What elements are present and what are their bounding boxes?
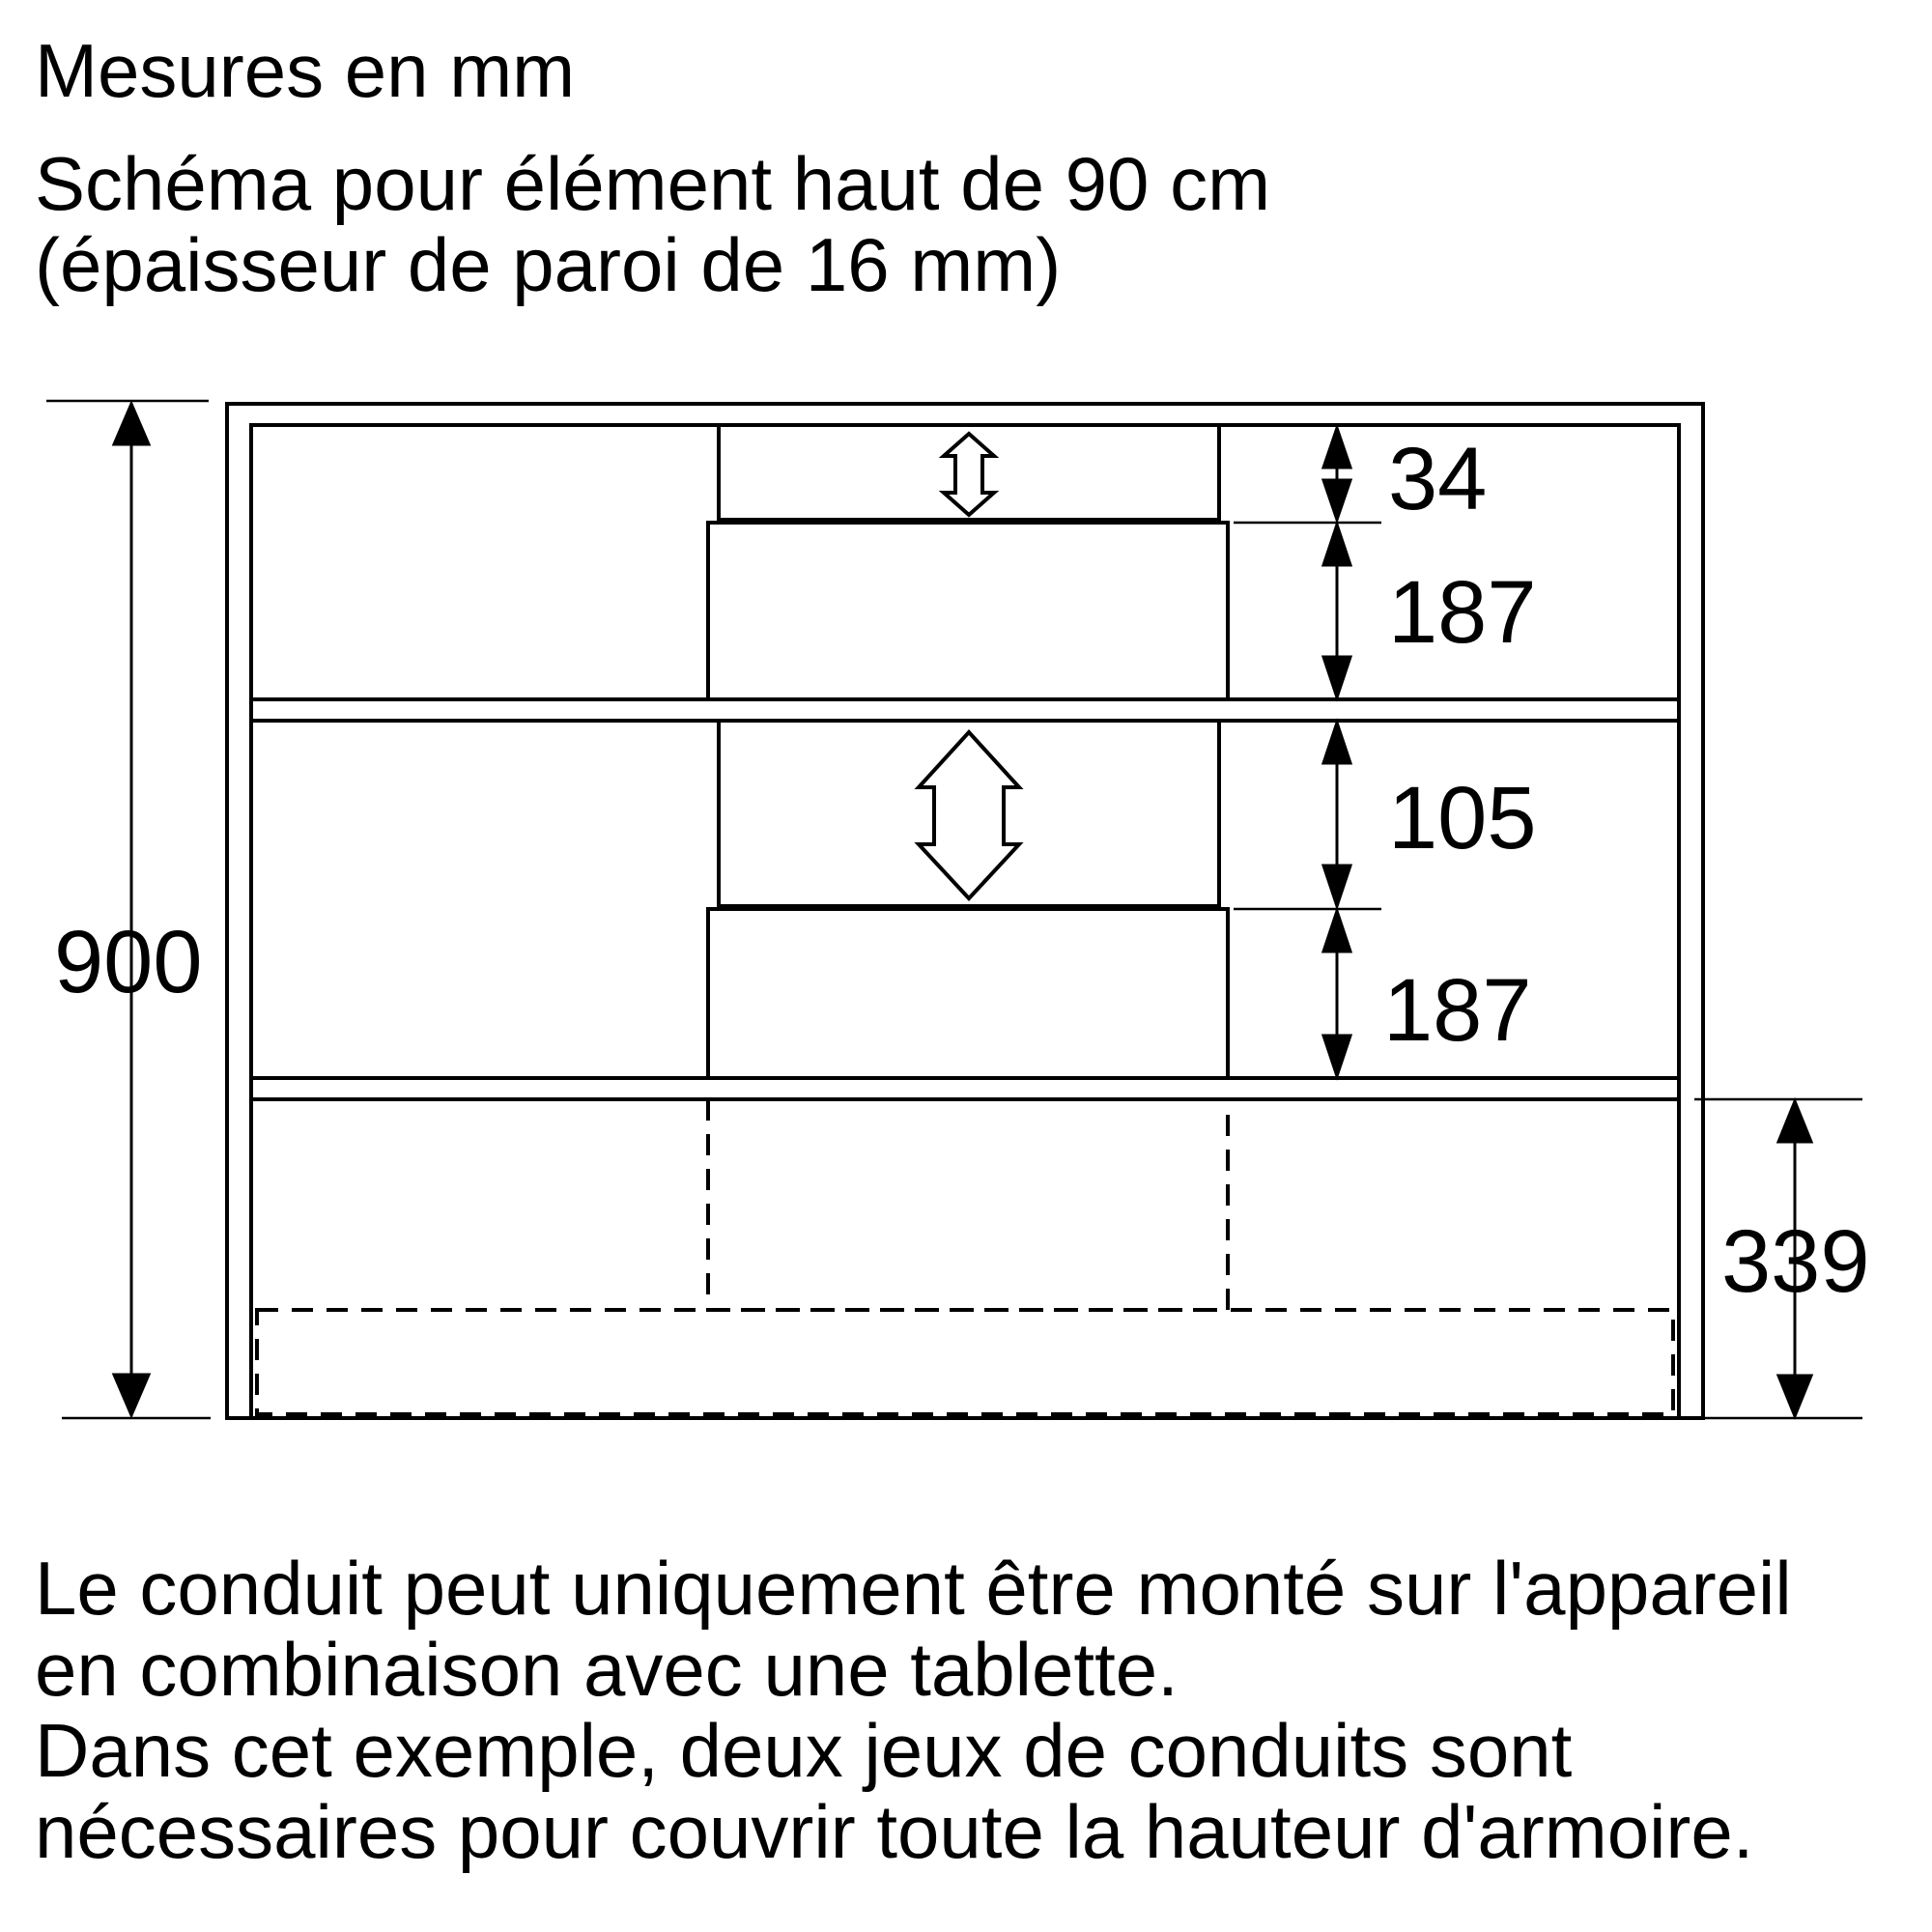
dim-label-187-upper: 187 [1388, 563, 1537, 662]
arrowhead [1778, 1376, 1811, 1416]
lower-duct-channel [719, 721, 1219, 906]
upper-shelf [251, 699, 1679, 721]
arrowhead [1323, 480, 1350, 520]
arrowhead [114, 404, 149, 444]
lower-adjust-arrow [919, 732, 1019, 898]
arrowhead [1323, 911, 1350, 952]
arrowhead [114, 1375, 149, 1415]
note-line-3: Dans cet exemple, deux jeux de conduits sont [35, 1708, 1573, 1793]
installation-note [35, 1548, 1792, 1872]
dim-label-339: 339 [1721, 1212, 1870, 1311]
upper-adjust-arrow [944, 434, 994, 515]
title-line-1: Schéma pour élément haut de 90 cm [35, 141, 1271, 226]
title-line-2: (épaisseur de paroi de 16 mm) [35, 222, 1062, 307]
dim-label-34: 34 [1388, 430, 1488, 528]
lower-shelf [251, 1078, 1679, 1099]
note-line-2: en combinaison avec une tablette. [35, 1627, 1179, 1712]
arrowhead [1778, 1101, 1811, 1142]
note-line-4: nécessaires pour couvrir toute la hauteur d'armoire. [35, 1789, 1754, 1874]
dim-label-900: 900 [54, 913, 203, 1011]
arrowhead [1323, 525, 1350, 565]
lower-duct [708, 909, 1228, 1078]
appliance-duct-outline [708, 1099, 1228, 1310]
arrowhead [1323, 657, 1350, 697]
note-line-1: Le conduit peut uniquement être monté sur l'appareil [35, 1546, 1792, 1631]
arrowhead [1323, 723, 1350, 763]
dim-label-187-lower: 187 [1383, 961, 1532, 1060]
arrowhead [1323, 866, 1350, 906]
appliance-outline [257, 1310, 1673, 1414]
arrowhead [1323, 428, 1350, 468]
upper-duct [708, 523, 1228, 699]
arrowhead [1323, 1036, 1350, 1076]
dim-label-105: 105 [1388, 769, 1537, 867]
units-caption: Mesures en mm [35, 28, 576, 113]
upper-duct-channel [719, 425, 1219, 520]
